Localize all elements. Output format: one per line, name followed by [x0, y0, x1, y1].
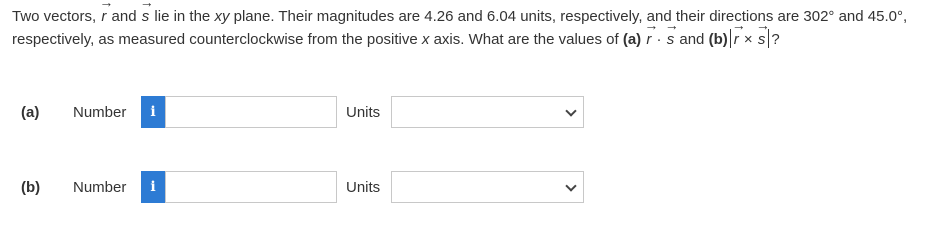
number-input-a[interactable]: [165, 96, 337, 128]
units-select-b[interactable]: [391, 171, 584, 203]
dot-operator: ·: [652, 31, 666, 48]
part-b-marker: (b): [708, 31, 728, 48]
question-segment: ?: [771, 31, 780, 48]
units-select-a[interactable]: [391, 96, 584, 128]
info-icon[interactable]: i: [141, 171, 165, 203]
question-text: [12, 5, 927, 51]
cross-operator: ×: [739, 31, 757, 48]
vector-r: → r: [645, 28, 652, 51]
question-segment: lie in the: [150, 8, 215, 25]
number-label: Number: [73, 104, 127, 121]
part-a-marker: (a): [622, 31, 642, 48]
answer-row-b: [0, 171, 933, 205]
number-input-b[interactable]: [165, 171, 337, 203]
chevron-down-icon: [565, 105, 576, 116]
row-label: (b): [21, 179, 41, 196]
vector-s: → s: [666, 28, 676, 51]
number-label: Number: [73, 179, 127, 196]
chevron-down-icon: [565, 180, 576, 191]
vector-r: → r: [733, 28, 740, 51]
question-segment: and: [675, 31, 709, 48]
units-label: Units: [346, 179, 381, 196]
xy-plane-term: xy: [214, 8, 230, 25]
info-icon[interactable]: i: [141, 96, 165, 128]
question-segment: Two vectors,: [12, 8, 101, 25]
answer-row-a: [0, 96, 933, 130]
question-segment: plane. Their magnitudes are 4.26 and 6.04 units, respectively, and their directions are 302° and 45.0°, respectively, as measured counterclockwise from the positive: [12, 8, 908, 48]
question-segment: axis. What are the values of: [429, 31, 623, 48]
row-label: (a): [21, 104, 40, 121]
vector-s: → s: [757, 28, 767, 51]
vector-s: → s: [141, 5, 151, 28]
vector-r: → r: [100, 5, 107, 28]
abs-bar-left: [730, 29, 731, 48]
units-label: Units: [346, 104, 381, 121]
question-segment: and: [107, 8, 141, 25]
x-axis-term: x: [421, 31, 430, 48]
